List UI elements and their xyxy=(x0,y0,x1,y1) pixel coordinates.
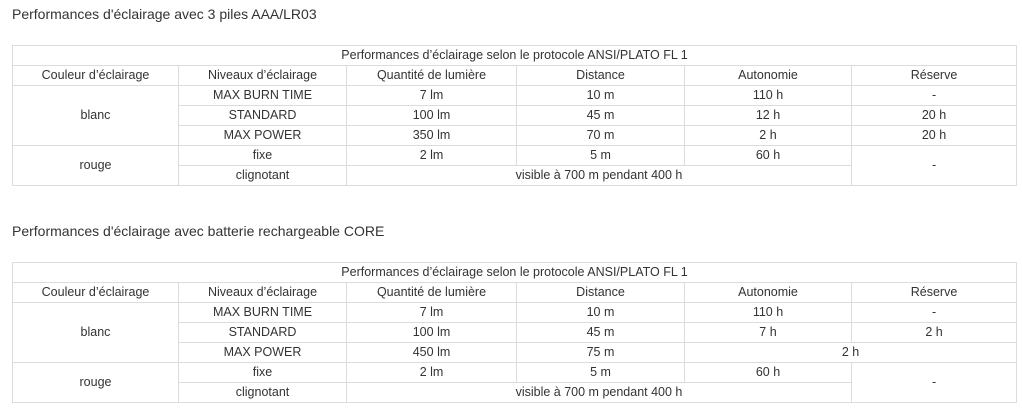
autonomy-reserve-cell: 2 h xyxy=(685,343,1017,363)
header-distance: Distance xyxy=(517,66,685,86)
autonomy-cell: 60 h xyxy=(685,363,852,383)
lumens-cell: 350 lm xyxy=(347,126,517,146)
header-niveaux: Niveaux d’éclairage xyxy=(179,66,347,86)
section-title-core: Performances d'éclairage avec batterie rechargeable CORE xyxy=(12,223,385,239)
autonomy-cell: 110 h xyxy=(685,86,852,106)
reserve-cell: - xyxy=(852,86,1017,106)
level-cell: fixe xyxy=(179,146,347,166)
table-caption: Performances d’éclairage selon le protocole ANSI/PLATO FL 1 xyxy=(13,46,1017,66)
blinking-visibility-cell: visible à 700 m pendant 400 h xyxy=(347,166,852,186)
table-row xyxy=(13,363,1017,383)
distance-cell: 75 m xyxy=(517,343,685,363)
color-cell-rouge: rouge xyxy=(13,146,179,186)
distance-cell: 10 m xyxy=(517,303,685,323)
table-header-row xyxy=(13,283,1017,303)
reserve-cell: - xyxy=(852,363,1017,403)
lumens-cell: 100 lm xyxy=(347,323,517,343)
lumens-cell: 7 lm xyxy=(347,303,517,323)
table-caption-row xyxy=(13,46,1017,66)
performance-table-core xyxy=(12,262,1017,403)
level-cell: MAX POWER xyxy=(179,343,347,363)
lumens-cell: 2 lm xyxy=(347,363,517,383)
reserve-cell: 20 h xyxy=(852,106,1017,126)
level-cell: clignotant xyxy=(179,166,347,186)
header-niveaux: Niveaux d’éclairage xyxy=(179,283,347,303)
level-cell: STANDARD xyxy=(179,323,347,343)
color-cell-blanc: blanc xyxy=(13,86,179,146)
autonomy-cell: 12 h xyxy=(685,106,852,126)
autonomy-cell: 7 h xyxy=(685,323,852,343)
table-row xyxy=(13,86,1017,106)
header-couleur: Couleur d’éclairage xyxy=(13,66,179,86)
lumens-cell: 7 lm xyxy=(347,86,517,106)
reserve-cell: - xyxy=(852,303,1017,323)
color-cell-rouge: rouge xyxy=(13,363,179,403)
header-quantite: Quantité de lumière xyxy=(347,283,517,303)
level-cell: fixe xyxy=(179,363,347,383)
lumens-cell: 2 lm xyxy=(347,146,517,166)
color-cell-blanc: blanc xyxy=(13,303,179,363)
autonomy-cell: 110 h xyxy=(685,303,852,323)
lumens-cell: 450 lm xyxy=(347,343,517,363)
header-distance: Distance xyxy=(517,283,685,303)
table-caption-row xyxy=(13,263,1017,283)
distance-cell: 5 m xyxy=(517,363,685,383)
reserve-cell: 20 h xyxy=(852,126,1017,146)
lumens-cell: 100 lm xyxy=(347,106,517,126)
table-caption: Performances d’éclairage selon le protocole ANSI/PLATO FL 1 xyxy=(13,263,1017,283)
header-quantite: Quantité de lumière xyxy=(347,66,517,86)
header-reserve: Réserve xyxy=(852,283,1017,303)
level-cell: MAX BURN TIME xyxy=(179,303,347,323)
distance-cell: 10 m xyxy=(517,86,685,106)
header-reserve: Réserve xyxy=(852,66,1017,86)
distance-cell: 5 m xyxy=(517,146,685,166)
reserve-cell: - xyxy=(852,146,1017,186)
section-title-piles: Performances d'éclairage avec 3 piles AAA/LR03 xyxy=(12,6,317,22)
table-row xyxy=(13,303,1017,323)
level-cell: clignotant xyxy=(179,383,347,403)
level-cell: MAX BURN TIME xyxy=(179,86,347,106)
performance-table-piles xyxy=(12,45,1017,186)
table-row xyxy=(13,146,1017,166)
level-cell: MAX POWER xyxy=(179,126,347,146)
distance-cell: 45 m xyxy=(517,323,685,343)
table-header-row xyxy=(13,66,1017,86)
level-cell: STANDARD xyxy=(179,106,347,126)
distance-cell: 70 m xyxy=(517,126,685,146)
reserve-cell: 2 h xyxy=(852,323,1017,343)
autonomy-cell: 2 h xyxy=(685,126,852,146)
header-autonomie: Autonomie xyxy=(685,283,852,303)
distance-cell: 45 m xyxy=(517,106,685,126)
header-couleur: Couleur d’éclairage xyxy=(13,283,179,303)
autonomy-cell: 60 h xyxy=(685,146,852,166)
header-autonomie: Autonomie xyxy=(685,66,852,86)
blinking-visibility-cell: visible à 700 m pendant 400 h xyxy=(347,383,852,403)
